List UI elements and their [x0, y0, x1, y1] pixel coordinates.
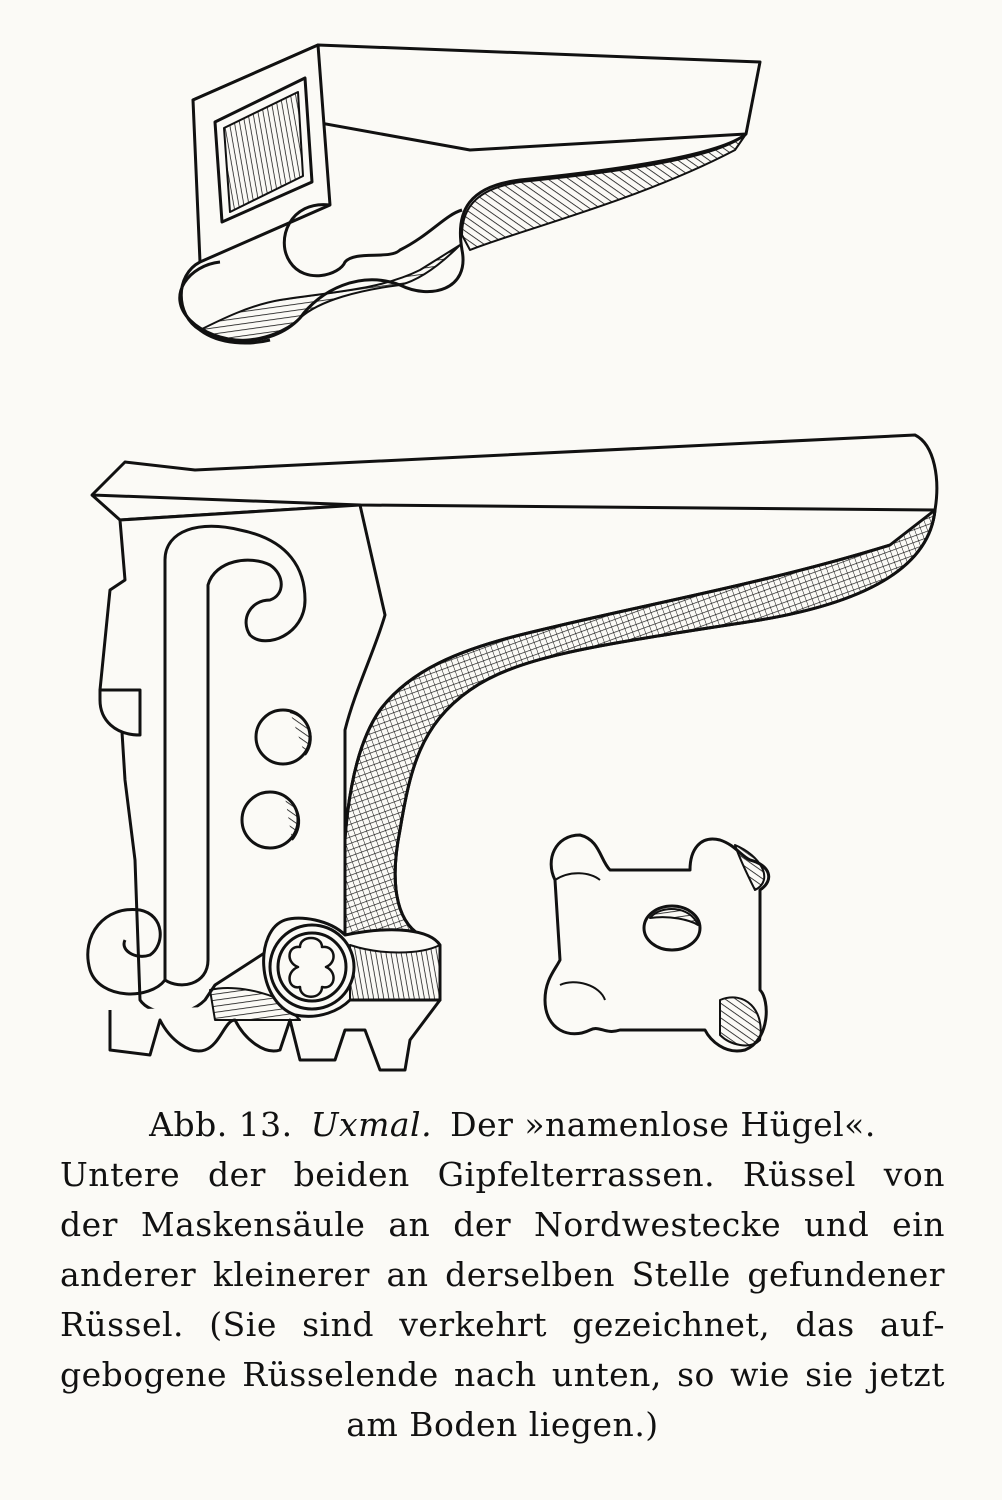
site-name: Uxmal. — [310, 1105, 433, 1144]
caption-title-line — [60, 1100, 945, 1150]
caption-line: Rüssel. (Sie sind verkehrt gezeichnet, das auf- — [60, 1305, 945, 1344]
caption-line: Untere der beiden Gipfelterrassen. Rüssel von — [60, 1155, 945, 1194]
small-block-fragment-drawing — [545, 835, 769, 1051]
caption-line: anderer kleinerer an derselben Stelle gefundener — [60, 1255, 945, 1294]
figure-number: Abb. 13. — [149, 1105, 293, 1144]
small-trunk-stone-drawing — [180, 45, 760, 343]
figure-caption — [60, 1100, 945, 1450]
caption-line: gebogene Rüsselende nach unten, so wie sie jetzt — [60, 1355, 945, 1394]
caption-line: der Maskensäule an der Nordwestecke und ein — [60, 1205, 945, 1244]
large-trunk-stone-drawing — [88, 435, 937, 1070]
caption-line: am Boden liegen.) — [346, 1405, 659, 1444]
figure-title: Der »namenlose Hügel«. — [450, 1105, 876, 1144]
